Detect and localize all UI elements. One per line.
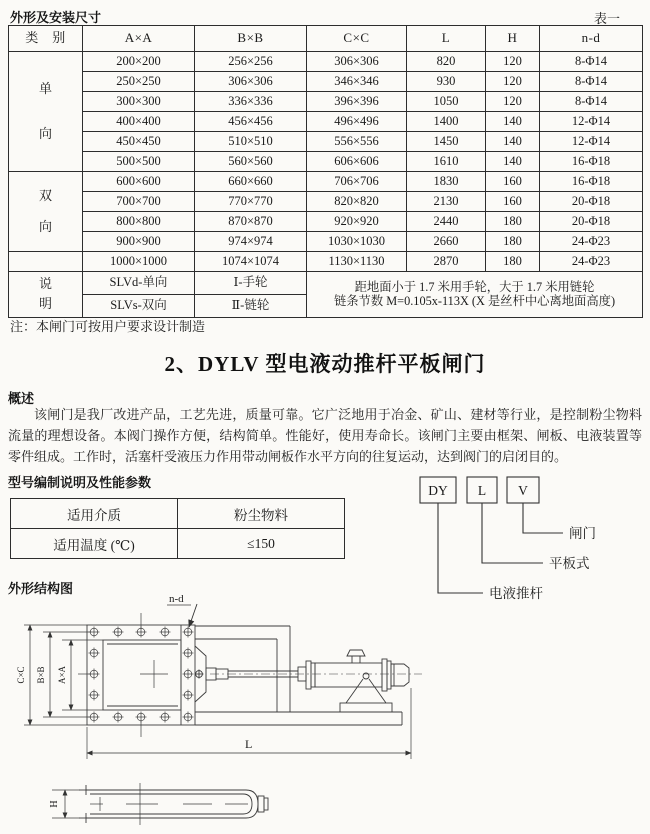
table-cell: 1450 <box>407 132 486 152</box>
structure-drawing <box>0 593 650 834</box>
table-cell: 556×556 <box>307 132 407 152</box>
table-row <box>9 132 643 152</box>
front-view <box>78 613 422 737</box>
table-cell: 20-Φ18 <box>540 192 643 212</box>
dim-aa-label: A×A <box>57 665 67 685</box>
dim-bb-label: B×B <box>36 666 46 684</box>
table-cell: 456×456 <box>195 112 307 132</box>
table-section-title: 外形及安装尺寸 <box>10 10 102 25</box>
nd-label: n-d <box>169 593 184 605</box>
table-row <box>9 192 643 212</box>
params-table <box>10 498 345 559</box>
table-cell: 120 <box>486 72 540 92</box>
table-cell: 2870 <box>407 252 486 272</box>
column-header: 类 别 <box>9 26 83 52</box>
table-cell: 450×450 <box>83 132 195 152</box>
table-cell: 1000×1000 <box>83 252 195 272</box>
table-cell: 140 <box>486 112 540 132</box>
nd-callout <box>167 593 197 627</box>
page-title: 2、DYLV 型电液动推杆平板闸门 <box>164 352 486 376</box>
table-cell: 160 <box>486 192 540 212</box>
structure-heading: 外形结构图 <box>8 581 74 596</box>
leader-line <box>523 503 563 533</box>
table-cell: 820×820 <box>307 192 407 212</box>
table-cell: 20-Φ18 <box>540 212 643 232</box>
table-header-row <box>9 26 643 52</box>
model-heading: 型号编制说明及性能参数 <box>8 475 152 490</box>
leader-line <box>438 503 483 593</box>
table-cell: 336×336 <box>195 92 307 112</box>
table-row <box>9 212 643 232</box>
dim-h-label: H <box>49 800 60 808</box>
table-cell: 1074×1074 <box>195 252 307 272</box>
overview-heading: 概述 <box>8 391 35 406</box>
table-row <box>11 529 345 559</box>
table-cell: 1130×1130 <box>307 252 407 272</box>
table-cell: 920×920 <box>307 212 407 232</box>
column-header: n-d <box>540 26 643 52</box>
table-cell: 1830 <box>407 172 486 192</box>
table-cell: 306×306 <box>307 52 407 72</box>
model-designation-diagram <box>405 473 650 613</box>
table-cell: 2660 <box>407 232 486 252</box>
table-cell: 140 <box>486 152 540 172</box>
table-cell: 1030×1030 <box>307 232 407 252</box>
table-cell: 140 <box>486 132 540 152</box>
table-cell: 400×400 <box>83 112 195 132</box>
table-cell: 974×974 <box>195 232 307 252</box>
model-code: V <box>518 483 528 498</box>
table-cell: 180 <box>486 252 540 272</box>
table-cell: 180 <box>486 212 540 232</box>
table-cell: 510×510 <box>195 132 307 152</box>
table-cell: 606×606 <box>307 152 407 172</box>
table-cell: 300×300 <box>83 92 195 112</box>
category-cell: 说 明 <box>9 272 83 318</box>
table-cell: 8-Φ14 <box>540 72 643 92</box>
column-header: B×B <box>195 26 307 52</box>
table-cell: 120 <box>486 52 540 72</box>
table-row <box>11 499 345 529</box>
table-row <box>9 52 643 72</box>
table-cell: Ⅱ-链轮 <box>195 295 307 318</box>
table-cell: 2440 <box>407 212 486 232</box>
table-cell: 496×496 <box>307 112 407 132</box>
table-cell: 706×706 <box>307 172 407 192</box>
table-cell: 1610 <box>407 152 486 172</box>
table-cell: 930 <box>407 72 486 92</box>
dim-l-label: L <box>245 737 253 751</box>
model-code: DY <box>428 483 448 498</box>
table-cell: 870×870 <box>195 212 307 232</box>
table-cell: 12-Φ14 <box>540 132 643 152</box>
model-label-valve: 闸门 <box>569 526 596 541</box>
param-value: 粉尘物料 <box>178 499 345 529</box>
table-cell: 250×250 <box>83 72 195 92</box>
category-cell <box>9 252 83 272</box>
dimension-table <box>8 25 643 318</box>
table-cell: 500×500 <box>83 152 195 172</box>
column-header: L <box>407 26 486 52</box>
table-cell: 560×560 <box>195 152 307 172</box>
table-cell: 770×770 <box>195 192 307 212</box>
dim-cc-label: C×C <box>16 666 26 684</box>
table-ref-label: 表一 <box>593 11 620 26</box>
table-row <box>9 72 643 92</box>
table-cell: 800×800 <box>83 212 195 232</box>
category-cell: 单 向 <box>9 52 83 172</box>
table-row <box>9 232 643 252</box>
usage-note-cell: 距地面小于 1.7 米用手轮，大于 1.7 米用链轮 链条节数 M=0.105x-113X (X 是丝杆中心离地面高度) <box>307 272 643 318</box>
table-row <box>9 252 643 272</box>
param-label: 适用温度 (℃) <box>11 529 178 559</box>
table-cell: 16-Φ18 <box>540 172 643 192</box>
table-cell: 160 <box>486 172 540 192</box>
table-row <box>9 92 643 112</box>
model-code: L <box>477 483 487 498</box>
table-cell: 256×256 <box>195 52 307 72</box>
model-label-pushrod: 电液推杆 <box>489 586 543 601</box>
model-label-flat: 平板式 <box>549 556 590 571</box>
table-cell: 700×700 <box>83 192 195 212</box>
table-cell: 12-Φ14 <box>540 112 643 132</box>
table-cell: 346×346 <box>307 72 407 92</box>
table-cell: 396×396 <box>307 92 407 112</box>
table-cell: 600×600 <box>83 172 195 192</box>
category-cell: 双 向 <box>9 172 83 252</box>
param-label: 适用介质 <box>11 499 178 529</box>
table-cell: 24-Φ23 <box>540 232 643 252</box>
overview-paragraph: 该闸门是我厂改进产品，工艺先进，质量可靠。它广泛地用于冶金、矿山、建材等行业，是控制粉尘物料流量的理想设备。本阀门操作方便，结构简单。性能好，使用寿命长。该闸门主要由框架、闸板、电液装置等零件组成。工作时，活塞杆受液压力作用带动闸板作水平方向的往复运动，达到阀门的启闭目的。 <box>8 407 642 464</box>
table-cell: 1400 <box>407 112 486 132</box>
column-header: A×A <box>83 26 195 52</box>
table-cell: 8-Φ14 <box>540 52 643 72</box>
table-cell: 24-Φ23 <box>540 252 643 272</box>
table-row <box>9 152 643 172</box>
table-cell: 8-Φ14 <box>540 92 643 112</box>
bolt-holes <box>89 627 194 723</box>
table-cell: 200×200 <box>83 52 195 72</box>
table-cell: 820 <box>407 52 486 72</box>
table-cell: 306×306 <box>195 72 307 92</box>
param-value: ≤150 <box>178 529 345 559</box>
table-cell: 120 <box>486 92 540 112</box>
bottom-view <box>79 783 268 825</box>
table-cell: SLVd-单向 <box>83 272 195 295</box>
table-cell: Ⅰ-手轮 <box>195 272 307 295</box>
table-cell: 2130 <box>407 192 486 212</box>
column-header: H <box>486 26 540 52</box>
column-header: C×C <box>307 26 407 52</box>
table-cell: 16-Φ18 <box>540 152 643 172</box>
table-cell: 1050 <box>407 92 486 112</box>
table-row <box>9 272 643 295</box>
table-row <box>9 172 643 192</box>
table-cell: 660×660 <box>195 172 307 192</box>
table-row <box>9 112 643 132</box>
table-cell: 900×900 <box>83 232 195 252</box>
table-note: 注：本闸门可按用户要求设计制造 <box>10 319 206 334</box>
table-cell: 180 <box>486 232 540 252</box>
table-cell: SLVs-双向 <box>83 295 195 318</box>
